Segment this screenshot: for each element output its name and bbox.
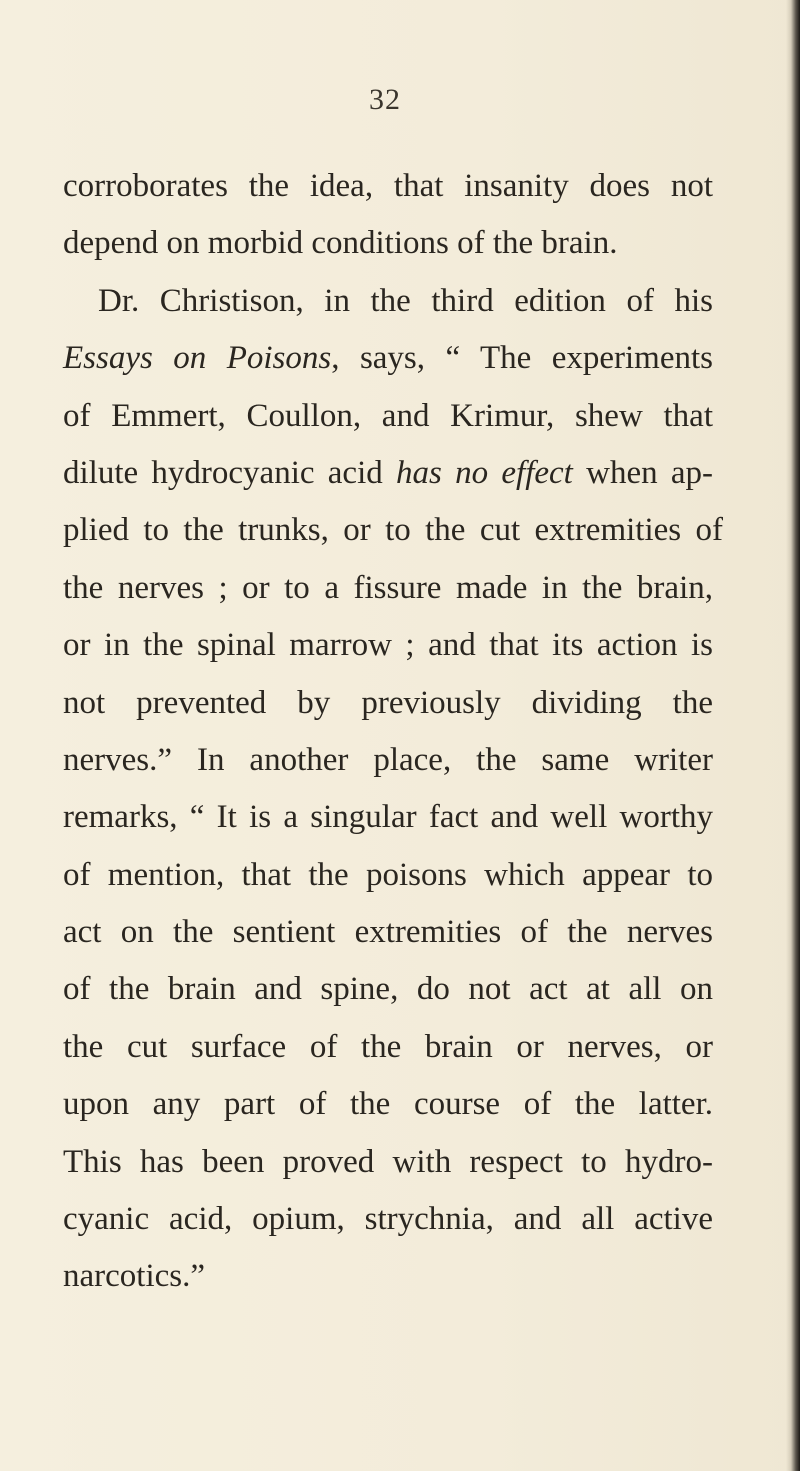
text-run: the nerves ; or to a fissure made in the brain,: [63, 569, 713, 606]
text-line: [63, 904, 713, 961]
text-line: [63, 1191, 713, 1248]
text-run: not prevented by previously dividing the: [63, 684, 713, 721]
page-edge-shadow: [786, 0, 800, 1471]
text-line: [63, 1019, 713, 1076]
text-run: Dr. Christison, in the third edition of his: [98, 282, 713, 319]
text-run: , says, “ The experiments: [331, 340, 714, 377]
text-line: [63, 273, 713, 330]
text-run: of mention, that the poisons which appear to: [63, 856, 713, 893]
page-number: 32: [369, 83, 401, 116]
text-run: narcotics.”: [63, 1258, 206, 1295]
text-run: of the brain and spine, do not act at all on: [63, 971, 713, 1008]
text-run: of Emmert, Coullon, and Krimur, shew that: [63, 397, 713, 434]
text-line: [63, 445, 713, 502]
text-line: [63, 388, 713, 445]
text-line: [63, 1076, 713, 1133]
italic-text: Essays on Poisons: [63, 340, 332, 377]
text-line: [63, 215, 713, 272]
italic-text: has no effect: [396, 454, 573, 491]
text-line: [63, 1134, 713, 1191]
text-line: [63, 675, 713, 732]
text-line: [63, 789, 713, 846]
text-run: depend on morbid conditions of the brain.: [63, 225, 618, 262]
text-line: [63, 502, 723, 559]
text-run: act on the sentient extremities of the nerves: [63, 914, 713, 951]
body-text: [63, 158, 723, 1306]
text-run: cyanic acid, opium, strychnia, and all active: [63, 1201, 713, 1238]
text-run: plied to the trunks, or to the cut extremities of: [63, 512, 723, 549]
text-run: or in the spinal marrow ; and that its action is: [63, 627, 713, 664]
text-line: [63, 1248, 713, 1305]
text-run: when ap-: [572, 454, 713, 491]
text-line: [63, 847, 713, 904]
text-line: [63, 158, 713, 215]
text-run: corroborates the idea, that insanity does not: [63, 168, 713, 204]
text-run: remarks, “ It is a singular fact and well worthy: [63, 799, 713, 836]
text-run: This has been proved with respect to hydro-: [63, 1143, 713, 1180]
text-line: [63, 560, 713, 617]
text-run: dilute hydrocyanic acid: [63, 454, 397, 491]
text-line: [63, 732, 713, 789]
text-run: the cut surface of the brain or nerves, or: [63, 1028, 713, 1065]
text-line: [63, 617, 713, 674]
text-line: [63, 961, 713, 1018]
text-run: upon any part of the course of the latter.: [63, 1086, 713, 1123]
text-line: [63, 330, 713, 387]
text-run: nerves.” In another place, the same writer: [63, 741, 713, 778]
